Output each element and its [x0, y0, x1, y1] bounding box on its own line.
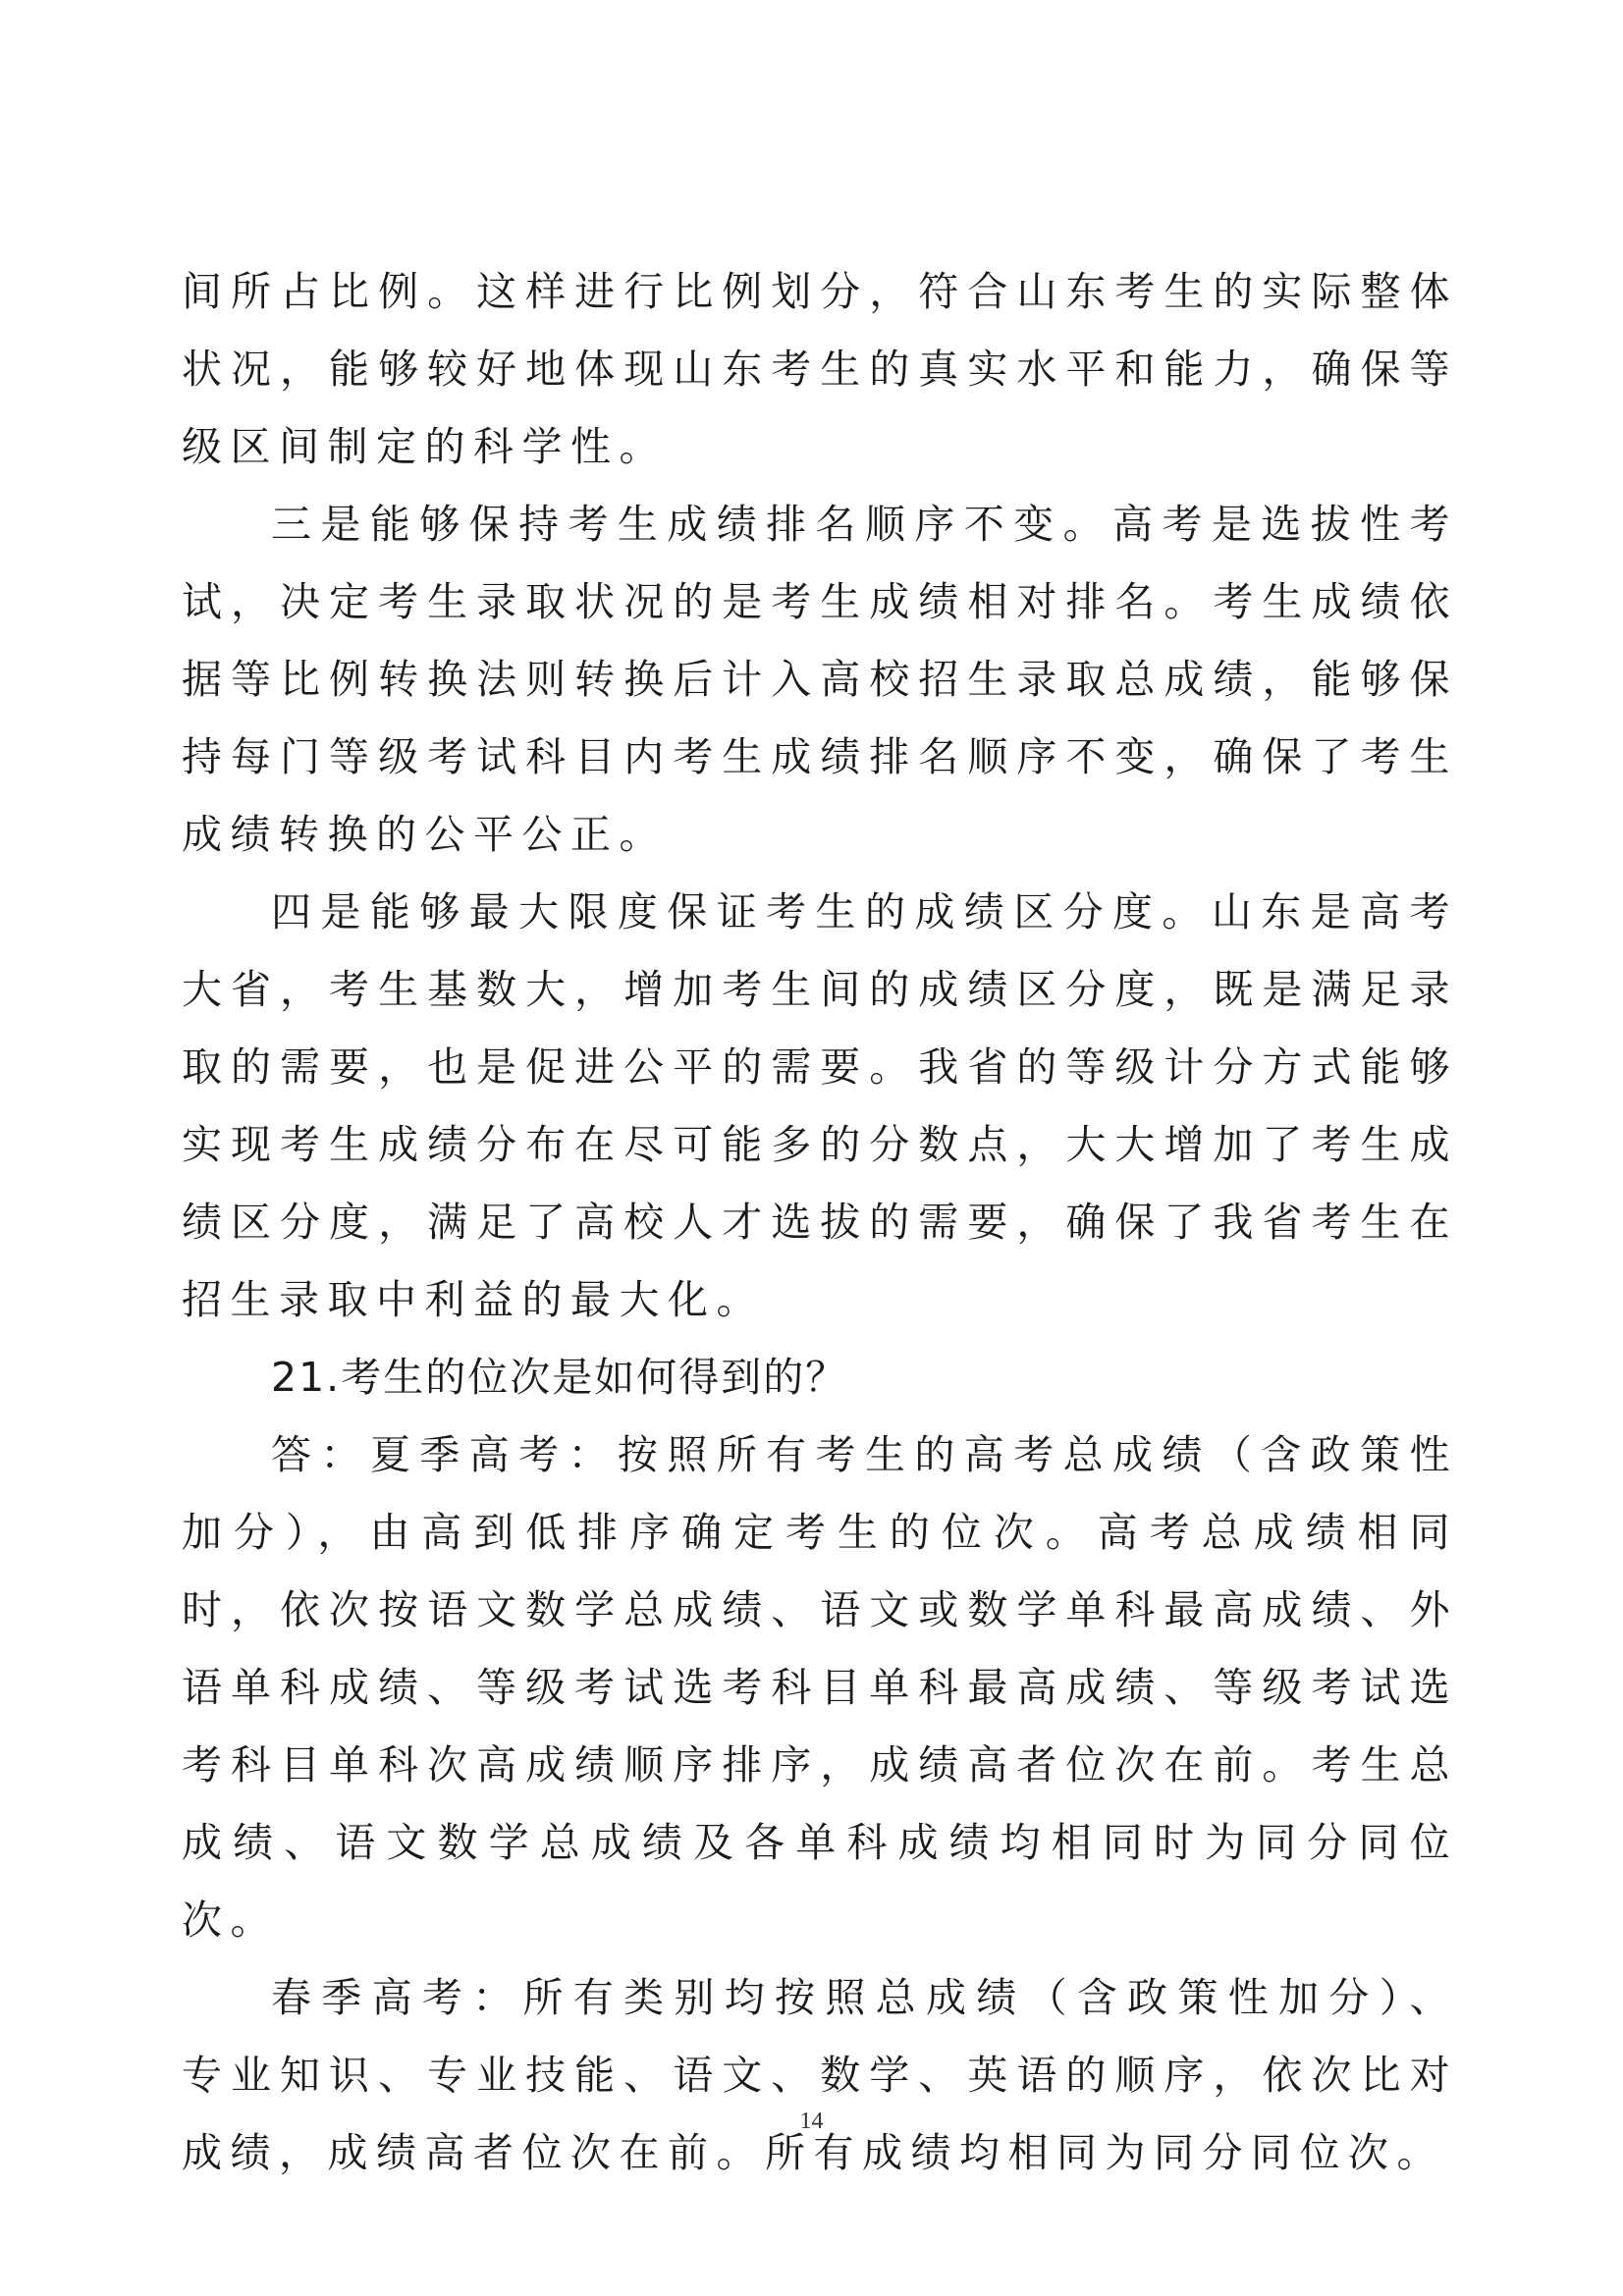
document-body: [182, 253, 1458, 2192]
paragraph-ranking-order: 三是能够保持考生成绩排名顺序不变。高考是选拔性考试，决定考生录取状况的是考生成绩相对排名。考生成绩依据等比例转换法则转换后计入高校招生录取总成绩，能够保持每门等级考试科目内考生成绩排名顺序不变，确保了考生成绩转换的公平公正。: [182, 501, 1458, 858]
question-heading: 21.考生的位次是如何得到的？: [271, 1354, 848, 1401]
page-number: 14: [799, 2109, 824, 2134]
paragraph-continued: 间所占比例。这样进行比例划分，符合山东考生的实际整体状况，能够较好地体现山东考生的真实水平和能力，确保等级区间制定的科学性。: [182, 268, 1458, 470]
paragraph-summer-exam: 答：夏季高考：按照所有考生的高考总成绩（含政策性加分），由高到低排序确定考生的位次。高考总成绩相同时，依次按语文数学总成绩、语文或数学单科最高成绩、外语单科成绩、等级考试选考科目单科最高成绩、等级考试选考科目单科次高成绩顺序排序，成绩高者位次在前。考生总成绩、语文数学总成绩及各单科成绩均相同时为同分同位次。: [182, 1431, 1458, 1944]
paragraph-spring-exam: 春季高考：所有类别均按照总成绩（含政策性加分）、专业知识、专业技能、语文、数学、英语的顺序，依次比对成绩，成绩高者位次在前。所有成绩均相同为同分同位次。: [182, 1974, 1458, 2176]
paragraph-score-distinction: 四是能够最大限度保证考生的成绩区分度。山东是高考大省，考生基数大，增加考生间的成绩区分度，既是满足录取的需要，也是促进公平的需要。我省的等级计分方式能够实现考生成绩分布在尽可能多的分数点，大大增加了考生成绩区分度，满足了高校人才选拔的需要，确保了我省考生在招生录取中利益的最大化。: [182, 888, 1458, 1323]
